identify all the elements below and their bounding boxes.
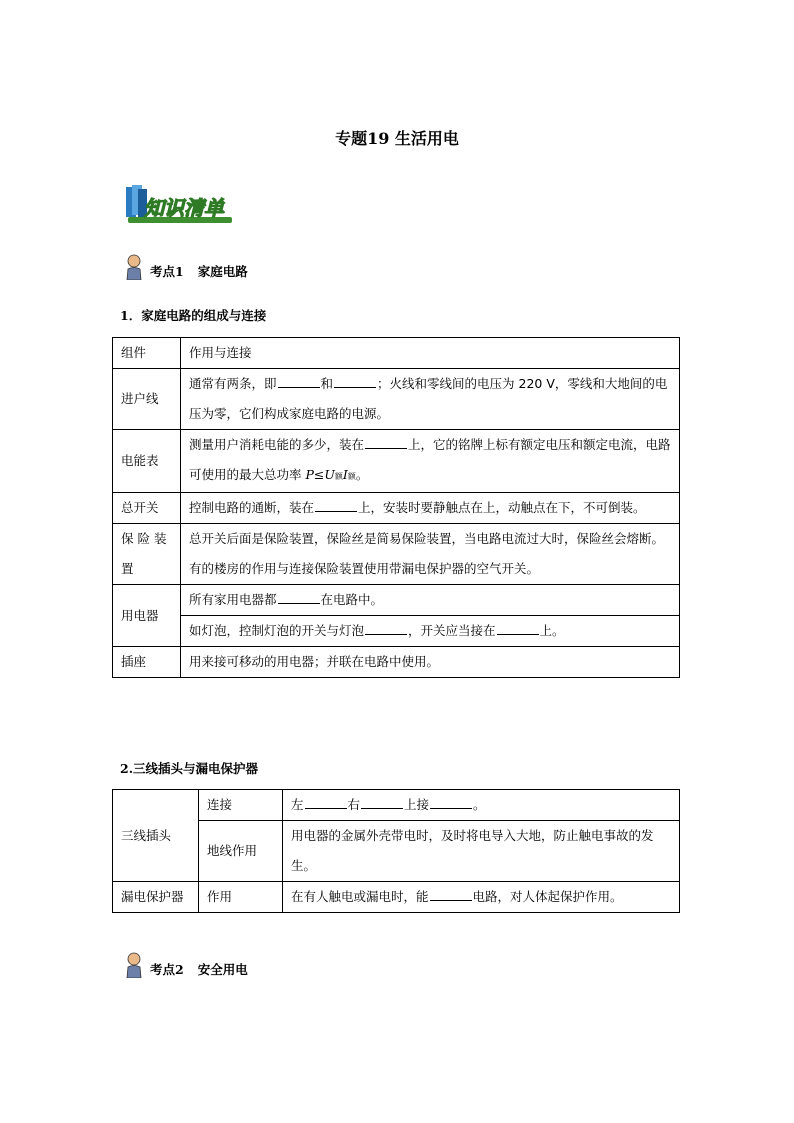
description-cell: 总开关后面是保险装置，保险丝是简易保险装置，当电路电流过大时，保险丝会熔断。有的楼房的作用与连接保险装置使用带漏电保护器的空气开关。: [181, 524, 680, 585]
teacher-figure-icon: [124, 254, 144, 280]
description-cell: 用来接可移动的用电器；并联在电路中使用。: [181, 647, 680, 678]
component-cell: 进户线: [113, 369, 181, 430]
household-circuit-table: [112, 337, 680, 678]
description-cell: 如灯泡，控制灯泡的开关与灯泡 ，开关应当接在 上。: [181, 616, 680, 647]
three-wire-plug-table: [112, 789, 680, 913]
section-1-heading: 1．家庭电路的组成与连接: [120, 308, 267, 323]
category-cell: 漏电保护器: [113, 882, 199, 913]
kaodian-1-heading: [124, 254, 248, 280]
fill-blank[interactable]: [315, 497, 357, 512]
fill-blank[interactable]: [430, 886, 472, 901]
table-row: [113, 338, 680, 369]
table-row: [113, 585, 680, 616]
table-row: [113, 616, 680, 647]
component-cell: 用电器: [113, 585, 181, 647]
fill-blank[interactable]: [365, 434, 407, 449]
table-row: [113, 430, 680, 493]
fill-blank[interactable]: [278, 373, 320, 388]
fill-blank[interactable]: [497, 620, 539, 635]
kaodian-1-num: 考点1: [150, 264, 184, 279]
fill-blank[interactable]: [430, 794, 472, 809]
table-row: [113, 524, 680, 585]
description-cell: 通常有两条，即 和 ；火线和零线间的电压为 220 V，零线和大地间的电压为零，它们构成家庭电路的电源。: [181, 369, 680, 430]
category-cell: 三线插头: [113, 790, 199, 882]
component-cell: 插座: [113, 647, 181, 678]
fill-blank[interactable]: [361, 794, 403, 809]
kaodian-2-num: 考点2: [150, 962, 184, 977]
teacher-figure-icon: [124, 952, 144, 978]
knowledge-list-banner: [122, 183, 240, 227]
header-cell: 作用与连接: [181, 338, 680, 369]
description-cell: 在有人触电或漏电时，能 电路，对人体起保护作用。: [283, 882, 680, 913]
table-row: [113, 493, 680, 524]
description-cell: 左 右 上接 。: [283, 790, 680, 821]
item-cell: 地线作用: [199, 821, 283, 882]
kaodian-1-label: 家庭电路: [197, 264, 248, 279]
component-cell: 保 险 装 置: [113, 524, 181, 585]
component-cell: 总开关: [113, 493, 181, 524]
table-row: [113, 647, 680, 678]
description-cell: 用电器的金属外壳带电时，及时将电导入大地，防止触电事故的发生。: [283, 821, 680, 882]
component-cell: 电能表: [113, 430, 181, 493]
banner-text: 知识清单: [144, 196, 224, 220]
kaodian-2-label: 安全用电: [197, 962, 248, 977]
table-row: [113, 790, 680, 821]
item-cell: 连接: [199, 790, 283, 821]
page-title: 专题19 生活用电: [335, 129, 459, 148]
description-cell: 所有家用电器都 在电路中。: [181, 585, 680, 616]
table-row: [113, 821, 680, 882]
kaodian-2-heading: [124, 952, 248, 978]
description-cell: 测量用户消耗电能的多少，装在 上，它的铭牌上标有额定电压和额定电流，电路可使用的最大总功率 P≤U额I额。: [181, 430, 680, 493]
description-cell: 控制电路的通断，装在 上，安装时要静触点在上，动触点在下，不可倒装。: [181, 493, 680, 524]
header-cell: 组件: [113, 338, 181, 369]
fill-blank[interactable]: [334, 373, 376, 388]
table-row: [113, 369, 680, 430]
fill-blank[interactable]: [278, 589, 320, 604]
section-2-heading: 2.三线插头与漏电保护器: [120, 761, 259, 776]
fill-blank[interactable]: [365, 620, 407, 635]
table-row: [113, 882, 680, 913]
fill-blank[interactable]: [305, 794, 347, 809]
item-cell: 作用: [199, 882, 283, 913]
